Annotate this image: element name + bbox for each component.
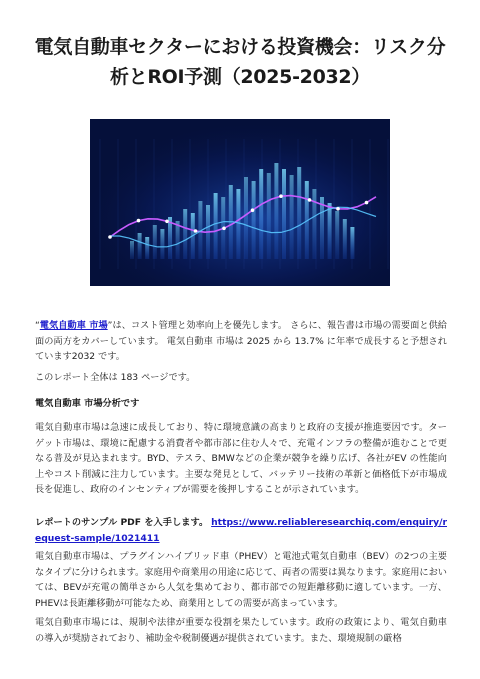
hero-bar: [328, 203, 332, 259]
analysis-heading-text: 電気自動車 市場分析です: [35, 398, 140, 409]
types-text: 電気自動車市場は、プラグインハイブリッド車（PHEV）と電池式電気自動車（BEV）の2つの主要なタイプに分けられます。家庭用や商業用の用途に応じて、両者の需要は異なります。家庭用においては、BEVが充電の簡単さから人気を集めており、都市部での短距離移動に適しています。一方、PHEVは長距離移動が可能なため、商業用としての需要が高まっています。: [35, 551, 447, 609]
hero-bar: [214, 193, 218, 259]
hero-bar: [236, 189, 240, 259]
analysis-text: 電気自動車市場は急速に成長しており、特に環境意識の高まりと政府の支援が推進要因です。ターゲット市場は、環境に配慮する消費者や都市部に住む人々で、充電インフラの整備が進むことで更なる普及が見込まれます。BYD、テスラ、BMWなどの企業が競争を繰り広げ、各社がEV の性能向上やコスト削減に注力しています。主要な発見として、バッテリー技術の革新と価格低下が市場成長を促進し、政府のインセンティブが需要を後押しすることが示されています。: [35, 422, 447, 496]
types-paragraph: [35, 549, 447, 611]
hero-bar: [176, 221, 180, 259]
hero-dot: [137, 219, 141, 223]
pages-note-text: このレポート全体は 183 ページです。: [35, 372, 196, 383]
sample-request: [35, 515, 447, 546]
hero-dot: [108, 235, 112, 239]
hero-dot: [194, 229, 198, 233]
hero-bar: [290, 175, 294, 259]
pages-note: [35, 370, 447, 386]
policy-text: 電気自動車市場には、規制や法律が重要な役割を果たしています。政府の政策により、電気自動車の導入が奨励されており、補助金や税制優遇が提供されています。また、環境規制の厳格: [35, 617, 447, 644]
hero-bar: [297, 167, 301, 259]
hero-dot: [165, 220, 169, 224]
sample-label: レポートのサンプル PDF を入手します。: [35, 517, 209, 528]
hero-dot: [336, 207, 340, 211]
hero-bar: [160, 229, 164, 259]
hero-bar: [252, 181, 256, 259]
analysis-heading: [35, 396, 447, 412]
hero-dot: [279, 194, 283, 198]
quote-open: “: [35, 320, 40, 331]
hero-bar: [282, 169, 286, 259]
hero-bar: [138, 233, 142, 259]
hero-bar: [274, 163, 278, 259]
hero-bar: [153, 225, 157, 259]
market-link[interactable]: 電気自動車 市場: [39, 320, 108, 331]
hero-bar: [183, 209, 187, 259]
page-title: 電気自動車セクターにおける投資機会：リスク分析とROI予測（2025-2032）: [34, 36, 446, 88]
hero-chart-illustration: [90, 119, 390, 286]
hero-image: [90, 119, 390, 286]
intro-text: ”は、コスト管理と効率向上を優先します。 さらに、報告書は市場の需要面と供給面の両方をカバーしています。 電気自動車 市場は 2025 から 13.7% に年率で成長すると予想されています2032 です。: [35, 320, 447, 363]
hero-bar: [320, 197, 324, 259]
hero-bar: [244, 177, 248, 259]
hero-dot: [251, 208, 255, 212]
hero-bar: [343, 219, 347, 259]
policy-paragraph: [35, 615, 447, 646]
hero-bar: [259, 169, 263, 259]
hero-bar: [130, 241, 134, 259]
analysis-paragraph: [35, 420, 447, 498]
sample-url-link[interactable]: https://www.reliableresearchiq.com/enquiry/request-sample/1021411: [35, 517, 448, 544]
hero-bar: [335, 211, 339, 259]
hero-dot: [308, 198, 312, 202]
hero-bar: [267, 173, 271, 259]
hero-bar: [312, 189, 316, 259]
hero-bar: [145, 237, 149, 259]
hero-dot: [222, 227, 226, 231]
intro-paragraph: [35, 318, 447, 365]
hero-bar: [350, 227, 354, 259]
hero-dot: [365, 201, 369, 205]
